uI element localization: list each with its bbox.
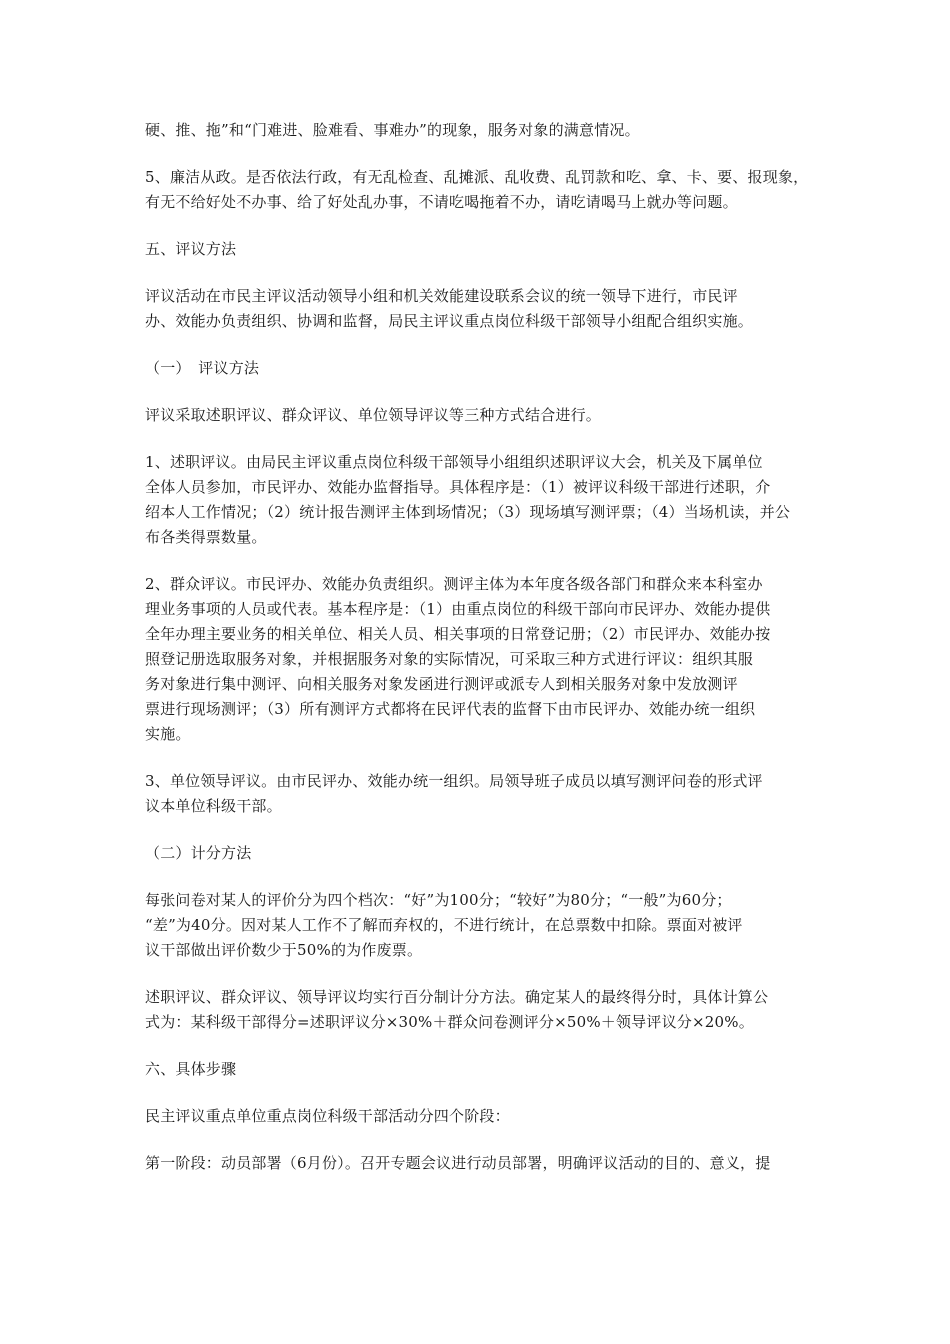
text-line: 票进行现场测评；（3）所有测评方式都将在民评代表的监督下由市民评办、效能办统一组织: [145, 700, 756, 718]
subsection-heading: [145, 841, 815, 866]
paragraph: [145, 572, 815, 747]
text-line: 照登记册选取服务对象，并根据服务对象的实际情况，可采取三种方式进行评议：组织其服: [145, 650, 754, 668]
text-line: 式为：某科级干部得分=述职评议分×30%＋群众问卷测评分×50%＋领导评议分×20%。: [145, 1013, 754, 1031]
paragraph: [145, 403, 815, 428]
text-line: 六、具体步骤: [145, 1060, 237, 1078]
text-line: 办、效能办负责组织、协调和监督，局民主评议重点岗位科级干部领导小组配合组织实施。: [145, 312, 754, 330]
text-line: 五、评议方法: [145, 240, 237, 258]
paragraph: [145, 118, 815, 143]
paragraph: [145, 1104, 815, 1129]
text-line: （二）计分方法: [145, 844, 252, 862]
text-line: 每张问卷对某人的评价分为四个档次：“好”为100分；“较好”为80分；“一般”为60分；: [145, 891, 732, 909]
text-line: 议本单位科级干部。: [145, 797, 282, 815]
paragraph: [145, 165, 815, 215]
text-line: 1、述职评议。由局民主评议重点岗位科级干部领导小组组织述职评议大会，机关及下属单位: [145, 453, 763, 471]
section-heading: [145, 1057, 815, 1082]
text-line: 第一阶段：动员部署（6月份）。召开专题会议进行动员部署，明确评议活动的目的、意义，提: [145, 1154, 771, 1172]
paragraph: [145, 450, 815, 550]
paragraph: [145, 1151, 815, 1176]
text-line: 3、单位领导评议。由市民评办、效能办统一组织。局领导班子成员以填写测评问卷的形式评: [145, 772, 763, 790]
document-body: [145, 118, 815, 1198]
text-line: “差”为40分。因对某人工作不了解而弃权的，不进行统计，在总票数中扣除。票面对被评: [145, 916, 743, 934]
paragraph: [145, 985, 815, 1035]
text-line: 实施。: [145, 725, 191, 743]
paragraph: [145, 769, 815, 819]
text-line: 5、廉洁从政。是否依法行政，有无乱检查、乱摊派、乱收费、乱罚款和吃、拿、卡、要、报现象，: [145, 168, 809, 186]
text-line: 述职评议、群众评议、领导评议均实行百分制计分方法。确定某人的最终得分时，具体计算公: [145, 988, 769, 1006]
text-line: 评议采取述职评议、群众评议、单位领导评议等三种方式结合进行。: [145, 406, 602, 424]
paragraph: [145, 888, 815, 963]
text-line: 务对象进行集中测评、向相关服务对象发函进行测评或派专人到相关服务对象中发放测评: [145, 675, 738, 693]
text-line: 硬、推、拖”和“门难进、脸难看、事难办”的现象，服务对象的满意情况。: [145, 121, 640, 139]
subsection-heading: [145, 356, 815, 381]
text-line: 评议活动在市民主评议活动领导小组和机关效能建设联系会议的统一领导下进行，市民评: [145, 287, 738, 305]
text-line: 绍本人工作情况；（2）统计报告测评主体到场情况；（3）现场填写测评票；（4）当场机读，并公: [145, 503, 791, 521]
text-line: （一） 评议方法: [145, 359, 260, 377]
text-line: 2、群众评议。市民评办、效能办负责组织。测评主体为本年度各级各部门和群众来本科室办: [145, 575, 763, 593]
text-line: 民主评议重点单位重点岗位科级干部活动分四个阶段：: [145, 1107, 510, 1125]
text-line: 议干部做出评价数少于50%的为作废票。: [145, 941, 423, 959]
paragraph: [145, 284, 815, 334]
text-line: 全年办理主要业务的相关单位、相关人员、相关事项的日常登记册；（2）市民评办、效能办按: [145, 625, 771, 643]
section-heading: [145, 237, 815, 262]
text-line: 全体人员参加，市民评办、效能办监督指导。具体程序是：（1）被评议科级干部进行述职，介: [145, 478, 771, 496]
text-line: 布各类得票数量。: [145, 528, 267, 546]
text-line: 理业务事项的人员或代表。基本程序是：（1）由重点岗位的科级干部向市民评办、效能办提供: [145, 600, 771, 618]
text-line: 有无不给好处不办事、给了好处乱办事，不请吃喝拖着不办，请吃请喝马上就办等问题。: [145, 193, 738, 211]
